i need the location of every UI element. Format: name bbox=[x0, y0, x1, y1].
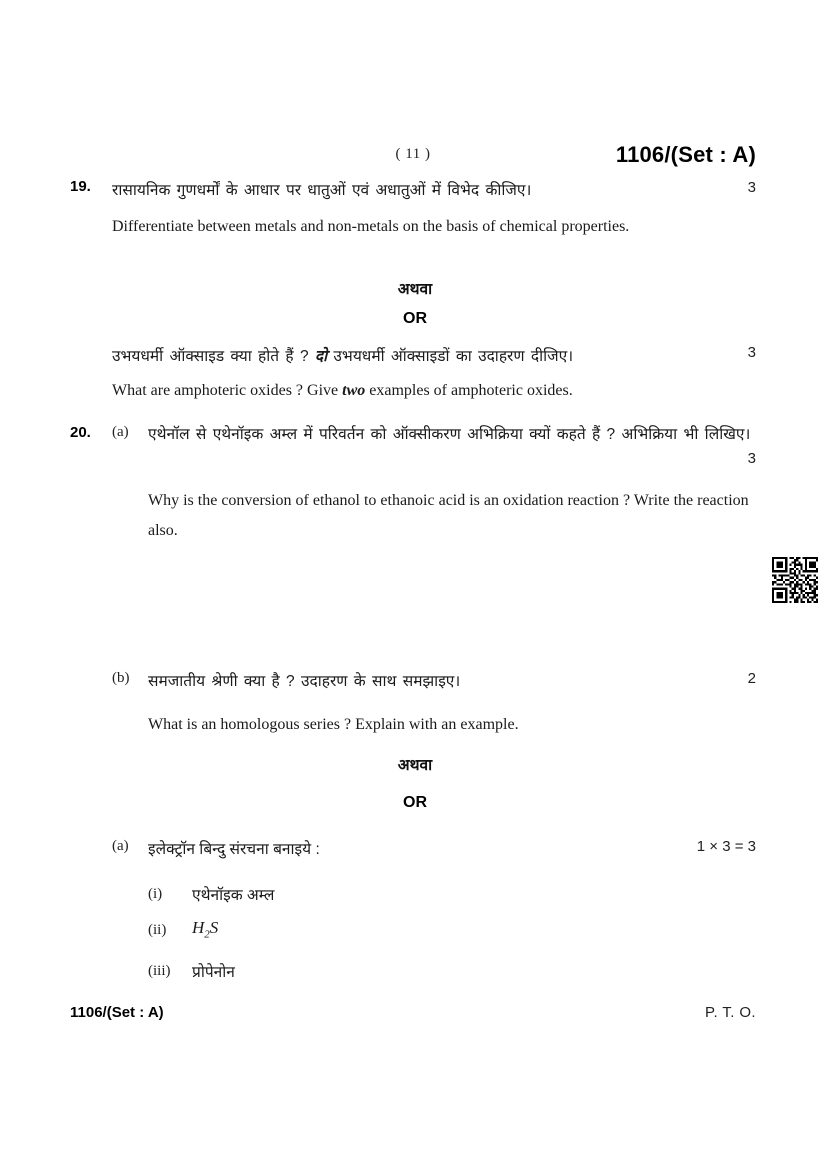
alt-item-iii-text: प्रोपेनोन bbox=[192, 964, 235, 981]
paper-code-header: 1106/(Set : A) bbox=[615, 142, 756, 167]
alt-english-pre: What are amphoteric oxides ? Give bbox=[112, 382, 343, 399]
alt-english-post: examples of amphoteric oxides. bbox=[365, 382, 573, 399]
page-number: ( 11 ) bbox=[395, 146, 431, 162]
formula-base: H bbox=[192, 918, 205, 937]
question-19-english: Differentiate between metals and non-metals on the basis of chemical properties. bbox=[112, 218, 630, 235]
question-20-part-a-label: (a) bbox=[112, 424, 129, 440]
question-19-alt-english bbox=[112, 376, 772, 406]
alt-item-i-number: (i) bbox=[148, 886, 163, 902]
alt-english-emphasis: two bbox=[342, 382, 366, 399]
formula-subscript: 2 bbox=[204, 928, 210, 941]
alt-hindi-part-1: उभयधर्मी ऑक्साइड क्या होते हैं ? bbox=[112, 348, 315, 365]
alt-item-iii-number: (iii) bbox=[148, 963, 171, 979]
formula-tail: S bbox=[209, 918, 219, 937]
question-19-hindi: रासायनिक गुणधर्मों के आधार पर धातुओं एवं अधातुओं में विभेद कीजिए। bbox=[112, 182, 532, 199]
question-20-part-b-english: What is an homologous series ? Explain with an example. bbox=[148, 716, 519, 733]
alternative-label-hindi-2: अथवा bbox=[397, 757, 433, 774]
alt-item-ii-formula bbox=[192, 918, 218, 940]
question-19-alt-marks: 3 bbox=[747, 344, 756, 361]
alt-hindi-part-2: उभयधर्मी ऑक्साइडों का उदाहरण दीजिए। bbox=[327, 348, 574, 365]
question-20-alt-part-a-label: (a) bbox=[112, 838, 129, 854]
question-20-part-a-hindi: एथेनॉल से एथेनॉइक अम्ल में परिवर्तन को ऑक्सीकरण अभिक्रिया क्यों कहते हैं ? अभिक्रिया भी लिखिए। bbox=[148, 426, 751, 443]
alternative-label-english-2: OR bbox=[403, 794, 427, 811]
question-20-part-b-hindi: समजातीय श्रेणी क्या है ? उदाहरण के साथ समझाइए। bbox=[148, 673, 461, 690]
question-20-part-a-english: Why is the conversion of ethanol to ethanoic acid is an oxidation reaction ? Write the reaction also. bbox=[148, 492, 749, 539]
paper-code-footer: 1106/(Set : A) bbox=[70, 1004, 164, 1021]
question-20-part-b-label: (b) bbox=[112, 670, 130, 686]
alt-item-i-text: एथेनॉइक अम्ल bbox=[192, 887, 275, 904]
question-19-marks: 3 bbox=[747, 179, 756, 196]
question-number-20: 20. bbox=[70, 424, 91, 441]
question-number-19: 19. bbox=[70, 178, 91, 195]
pto-label: P. T. O. bbox=[704, 1004, 756, 1021]
alt-item-ii-number: (ii) bbox=[148, 922, 167, 938]
question-20-alt-part-a-marks: 1 × 3 = 3 bbox=[696, 838, 756, 855]
question-19-alt-hindi bbox=[112, 342, 712, 372]
alternative-label-hindi-1: अथवा bbox=[397, 281, 433, 298]
question-20-alt-part-a-hindi: इलेक्ट्रॉन बिन्दु संरचना बनाइये : bbox=[148, 841, 320, 858]
question-20-part-b-marks: 2 bbox=[747, 670, 756, 687]
alt-hindi-emphasis: दो bbox=[314, 348, 328, 365]
qr-code bbox=[772, 557, 818, 603]
alternative-label-english-1: OR bbox=[403, 310, 427, 327]
question-20-part-a-marks: 3 bbox=[747, 450, 756, 467]
